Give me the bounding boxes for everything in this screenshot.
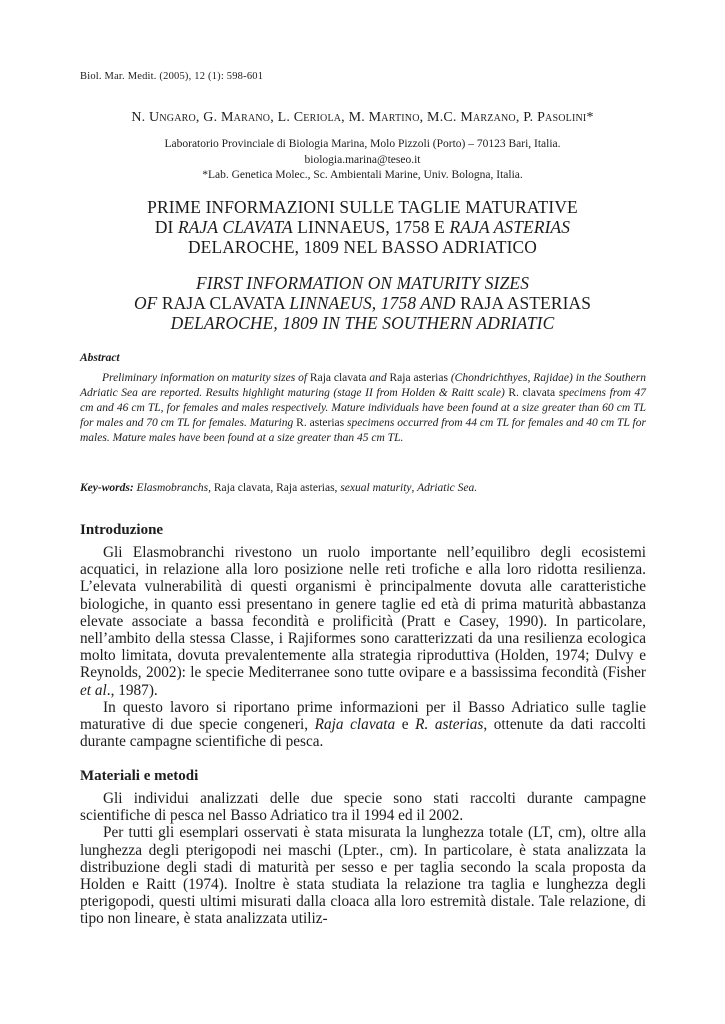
keywords-line: Key-words: Elasmobranchs, Raja clavata, Raja asterias, sexual maturity, Adriatic Sea. xyxy=(80,482,478,494)
title-it-l2-a: DI xyxy=(154,217,178,237)
title-italian xyxy=(0,197,725,257)
affiliations xyxy=(0,137,725,184)
affiliation-bologna: *Lab. Genetica Molec., Sc. Ambientali Marine, Univ. Bologna, Italia. xyxy=(202,169,523,181)
species-name: R. asterias xyxy=(296,417,345,430)
paragraph: Per tutti gli esemplari osservati è stata misurata la lunghezza totale (LT, cm), oltre alla lunghezza degli pterigopodi nei maschi (Lpter., cm). In particolare, è stata analizzata la distribuzione degli stadi di maturità per sesso e per taglia secondo la scala proposta da Holden e Raitt (1974). Inoltre è stata studiata la relazione tra taglia e lunghezza degli pterigopodi, questi ultimi misurati dalla cloaca alla loro estremità distale. Tale relazione, di tipo non lineare, è stata analizzata utiliz- xyxy=(80,824,646,928)
paragraph: Gli Elasmobranchi rivestono un ruolo importante nell’equilibro degli ecosistemi acquatici, in relazione alla loro posizione nelle reti trofiche e alla loro ridotta resilienza. L’elevata vulnerabilità di questi organismi è principalmente dovuta alle caratteristiche biologiche, in quanto essi presentano in genere taglie ed età di prima maturità abbastanza elevate associate a bassa fecondità e prolificità (Pratt e Casey, 1990). In particolare, nell’ambito della stessa Classe, i Rajiformes sono caratterizzati da una resilienza ecologica molto limitata, dovuta prevalentemente alla strategia riproduttiva (Holden, 1974; Dulvy e Reynolds, 2002): le specie Mediterranee sono tutte ovipare e a bassissima fecondità (Fisher et al., 1987). xyxy=(80,544,646,699)
journal-reference: Biol. Mar. Medit. (2005), 12 (1): 598-601 xyxy=(80,71,264,82)
title-en-line-2 xyxy=(0,293,725,313)
title-en-species-asterias: RAJA ASTERIAS xyxy=(455,293,592,313)
title-it-line-2 xyxy=(0,217,725,237)
abstract-body: Preliminary information on maturity sizes of Raja clavata and Raja asterias (Chondrichthyes, Rajidae) in the Southern Adriatic Sea are reported. Results highlight maturing (stage II from Holden & Raitt scale) R. clavata specimens from 47 cm and 46 cm TL, for females and males respectively. Mature individuals have been found at a size greater than 60 cm TL for males and 70 cm TL for females. Maturing R. asterias specimens occurred from 44 cm TL for females and 40 cm TL for males. Mature males have been found at a size greater than 45 cm TL. xyxy=(80,372,647,445)
title-it-species-asterias: RAJA ASTERIAS xyxy=(449,217,571,237)
section-body-materiali-e-metodi xyxy=(80,790,646,928)
title-it-line-1: PRIME INFORMAZIONI SULLE TAGLIE MATURATIVE xyxy=(147,197,578,217)
abstract-heading: Abstract xyxy=(80,352,120,364)
title-en-species-clavata: RAJA CLAVATA xyxy=(157,293,290,313)
section-heading-materiali-e-metodi: Materiali e metodi xyxy=(80,768,199,784)
species-name: Raja clavata xyxy=(309,372,367,384)
title-it-l2-c: LINNAEUS, 1758 E xyxy=(292,217,450,237)
species-name: R. clavata xyxy=(508,387,556,400)
title-english xyxy=(0,273,725,333)
title-it-species-clavata: RAJA CLAVATA xyxy=(177,217,293,237)
affiliation-bari: Laboratorio Provinciale di Biologia Marina, Molo Pizzoli (Porto) – 70123 Bari, Italia. xyxy=(164,138,561,150)
species-name: Raja asterias xyxy=(389,372,448,384)
title-en-line-1: FIRST INFORMATION ON MATURITY SIZES xyxy=(195,273,530,293)
section-heading-introduzione: Introduzione xyxy=(80,522,164,538)
author-list: N. Ungaro, G. Marano, L. Ceriola, M. Martino, M.C. Marzano, P. Pasolini* xyxy=(131,110,594,125)
title-en-l2-a: OF xyxy=(133,293,158,313)
paragraph: Gli individui analizzati delle due specie sono stati raccolti durante campagne scientifiche di pesca nel Basso Adriatico tra il 1994 ed il 2002. xyxy=(80,790,646,825)
title-it-line-3: DELAROCHE, 1809 NEL BASSO ADRIATICO xyxy=(187,237,538,257)
title-en-l2-c: LINNAEUS, 1758 AND xyxy=(289,293,456,313)
title-en-line-3: DELAROCHE, 1809 IN THE SOUTHERN ADRIATIC xyxy=(170,313,555,333)
section-body-introduzione xyxy=(80,544,646,750)
keywords-label: Key-words: xyxy=(80,482,134,494)
affiliation-email: biologia.marina@teseo.it xyxy=(304,153,421,166)
paragraph: In questo lavoro si riportano prime informazioni per il Basso Adriatico sulle taglie maturative di due specie congeneri, Raja clavata e R. asterias, ottenute da dati raccolti durante campagne scientifiche di pesca. xyxy=(80,698,646,751)
